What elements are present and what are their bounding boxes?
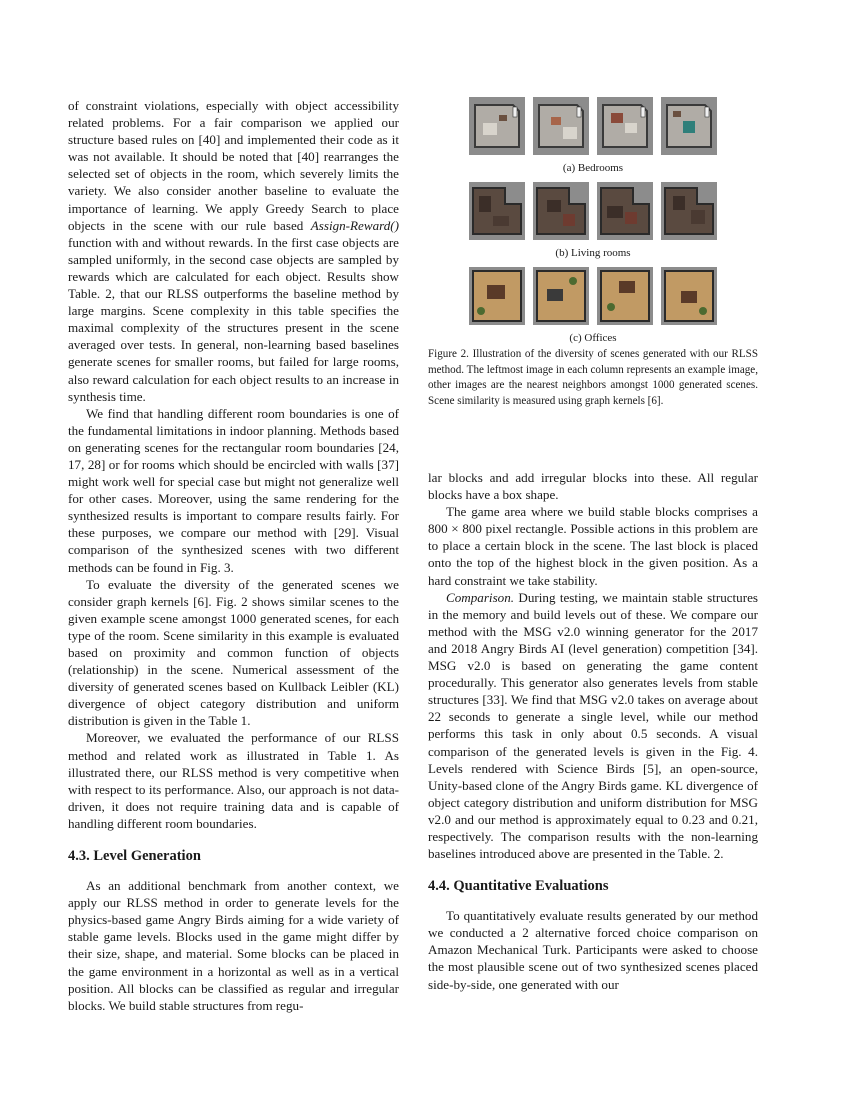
left-column [68,97,399,1014]
paragraph: Comparison. During testing, we maintain stable structures in the memory and build levels out of these. We compare our method with the MSG v2.0 winning generator for the 2017 and 2018 Angry Birds AI (level generation) competition [34]. MSG v2.0 is based on generating the game content procedurally. This generator also generates levels from stable structures [33]. We find that MSG v2.0 takes on average about 22 seconds to generate a single level, while our method performs this task in only about 0.5 seconds. A visual comparison of the generated levels is given in the Fig. 4. Levels rendered with Science Birds [5], an open-source, Unity-based clone of the Angry Birds game. KL divergence of object category distribution and uniform distribution for MSG v2.0 and our method is approximately equal to 0.23 and 0.21, respectively. The comparison results with the non-learning baselines introduced above are presented in the Table. 2. [428,589,758,862]
bedroom-image [661,97,717,155]
bedroom-image [469,97,525,155]
paragraph: To evaluate the diversity of the generated scenes we consider graph kernels [6]. Fig. 2 shows similar scenes to the given example scene amongst 1000 generated scenes, for each type of the room. Scene similarity in this example is evaluated based on proximity and common function of objects (relationship) in the scene. Numerical assessment of the diversity of generated scenes based on Kullback Leibler (KL) divergence of object category distribution and uniform distribution is given in the Table 1. [68,576,399,729]
figure-caption: Figure 2. Illustration of the diversity of scenes generated with our RLSS method. The leftmost image in each column represents an example image, other images are the nearest neighbors amongst 1000 generated scenes. Scene similarity is measured using graph kernels [6]. [428,348,758,407]
subcaption-living-rooms: (b) Living rooms [555,247,631,259]
paragraph: To quantitatively evaluate results generated by our method we conducted a 2 alternative forced choice comparison on Amazon Mechanical Turk. Participants were asked to choose the most plausible scene out of two synthesized scenes placed side-by-side, one generated with our [428,908,758,992]
office-image [597,267,653,325]
living-rooms-row [428,182,758,240]
living-room-image [661,182,717,240]
living-room-image [597,182,653,240]
paragraph: of constraint violations, especially with object accessibility related problems. For a fair comparison we applied our structure based rules on [40] and implemented their code as it was not available. It should be noted that [40] rearranges the selected set of objects in the room, which severely limits the variety. We also consider another baseline to evaluate the importance of learning. We apply Greedy Search to place objects in the scene with our rule based Assign-Reward() function with and without rewards. In the first case objects are sampled uniformly, in the second case objects are sampled by rewards which are calculated for each object. Results show Table. 2, that our RLSS outperforms the baseline method by large margins. Scene complexity in this table specifies the maximal complexity of the structures present in the scene averaged over tests. In general, non-learning based baselines generate scenes for smaller rooms, but failed for large rooms, also reward calculation for each object results to an increase in synthesis time. [68,98,399,404]
paragraph: lar blocks and add irregular blocks into these. All regular blocks have a box shape. [428,470,758,503]
bedrooms-row [428,97,758,155]
office-image [469,267,525,325]
offices-row [428,267,758,325]
bedroom-image [597,97,653,155]
living-room-image [469,182,525,240]
subcaption-bedrooms: (a) Bedrooms [562,162,624,174]
subcaption-offices: (c) Offices [569,332,617,344]
section-heading: 4.3. Level Generation [68,848,201,865]
living-room-image [533,182,589,240]
section-heading: 4.4. Quantitative Evaluations [428,878,609,895]
office-image [533,267,589,325]
figure-2 [428,97,758,409]
paragraph: As an additional benchmark from another context, we apply our RLSS method in order to generate levels for the physics-based game Angry Birds aiming for a wide variety of stable game levels. Blocks used in the game might differ by their size, shape, and material. Some blocks can be placed in the game environment in a horizontal as well as in a vertical position. All blocks can be classified as regular and irregular blocks. We build stable structures from regu- [68,878,399,1013]
paragraph: The game area where we build stable blocks comprises a 800 × 800 pixel rectangle. Possible actions in this problem are to place a certain block in the scene. The last block is placed onto the top of the highest block in the given position. As a hard constraint we take stability. [428,504,758,588]
right-column [428,469,758,993]
paragraph: We find that handling different room boundaries is one of the fundamental limitations in indoor planning. Methods based on generating scenes for the rectangular room boundaries [24, 17, 28] or for rooms which should be encircled with walls [37] might work well for special case but might not generalize well for other cases. Moreover, using the same rendering for the synthesized results is important to compare results fairly. For these purposes, we compare our method with [29]. Visual comparison of the synthesized scenes with two different methods can be found in Fig. 3. [68,405,399,575]
paragraph: Moreover, we evaluated the performance of our RLSS method and related work as illustrated in Table 1. As illustrated there, our RLSS method is very competitive when with respect to its performance. Also, our approach is not data-driven, it does not require training data and is capable of handling different room boundaries. [68,730,399,831]
office-image [661,267,717,325]
bedroom-image [533,97,589,155]
